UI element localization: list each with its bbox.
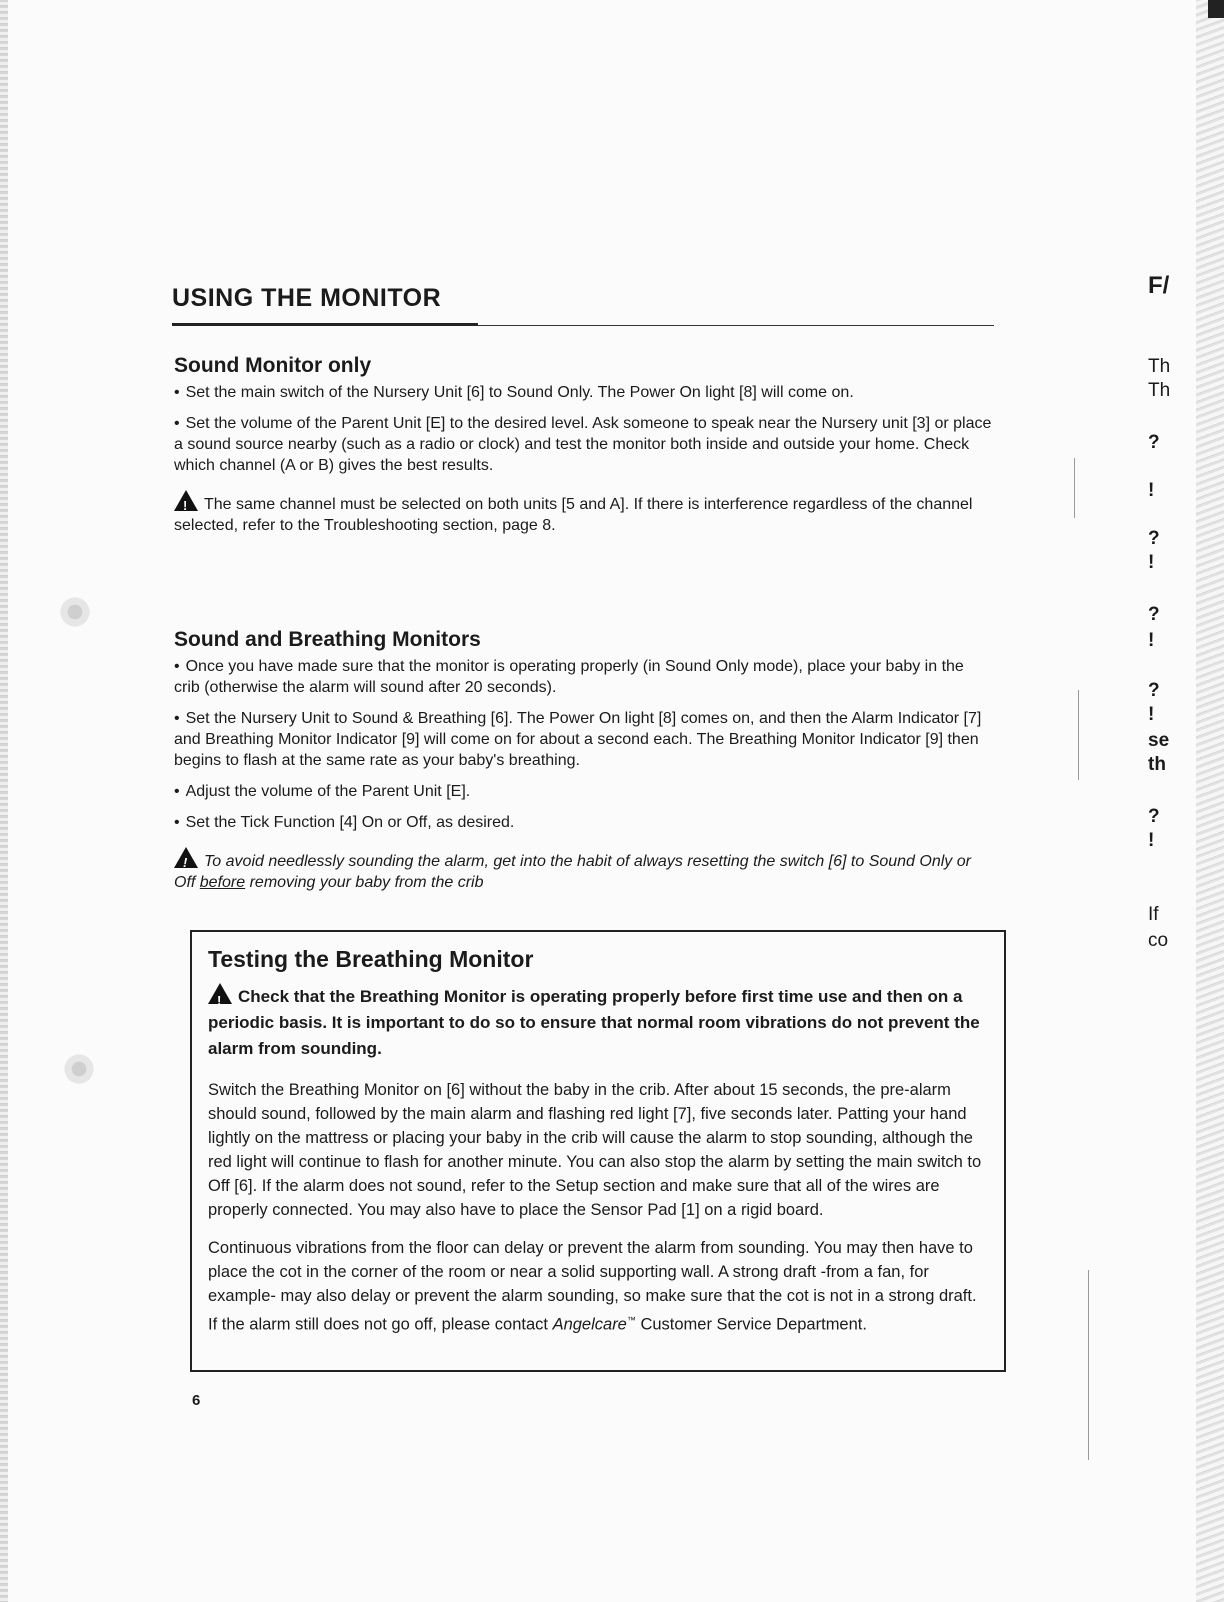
channel-warning <box>174 490 994 536</box>
sound-monitor-step-1: • Set the main switch of the Nursery Unit [6] to Sound Only. The Power On light [8] will come on. <box>174 382 994 403</box>
breathing-step-4: • Set the Tick Function [4] On or Off, as desired. <box>174 812 994 833</box>
scan-left-edge <box>0 0 8 1602</box>
testing-box-warning <box>208 983 988 1062</box>
edge-text: ! <box>1148 630 1155 651</box>
breathing-monitors-heading: Sound and Breathing Monitors <box>174 628 481 651</box>
edge-text: ! <box>1148 830 1155 851</box>
sound-monitor-heading: Sound Monitor only <box>174 354 372 377</box>
channel-warning-text: The same channel must be selected on both units [5 and A]. If there is interference regardless of the channel selected, refer to the Troubleshooting section, page 8. <box>174 496 973 534</box>
trademark-symbol: ™ <box>626 1315 636 1325</box>
breathing-step-1: • Once you have made sure that the monitor is operating properly (in Sound Only mode), place your baby in the crib (otherwise the alarm will sound after 20 seconds). <box>174 656 994 698</box>
edge-text: ! <box>1148 552 1155 573</box>
edge-text: Th <box>1148 380 1171 401</box>
edge-text: Th <box>1148 356 1171 377</box>
scan-right-edge <box>1196 0 1224 1602</box>
warning-icon <box>174 847 198 868</box>
breathing-monitors-section <box>174 628 994 893</box>
scan-corner-mark <box>1208 0 1224 18</box>
edge-text: ? <box>1148 806 1160 827</box>
reset-warning-emphasis: before <box>199 874 246 891</box>
edge-text: ? <box>1148 604 1160 625</box>
brand-name: Angelcare <box>552 1315 627 1334</box>
reset-switch-warning <box>174 847 994 893</box>
testing-breathing-monitor-box <box>190 930 1006 1372</box>
sound-monitor-section <box>174 354 994 536</box>
edge-text: ! <box>1148 480 1155 501</box>
sound-monitor-step-2: • Set the volume of the Parent Unit [E] to the desired level. Ask someone to speak near the Nursery unit [3] or place a sound source nearby (such as a radio or clock) and test the monitor both inside and outside your home. Check which channel (A or B) gives the best results. <box>174 413 994 476</box>
binder-hole <box>62 1052 96 1086</box>
scan-artifact-line <box>1078 690 1079 780</box>
edge-text: ! <box>1148 704 1155 725</box>
page-number: 6 <box>192 1392 201 1409</box>
breathing-step-2: • Set the Nursery Unit to Sound & Breathing [6]. The Power On light [8] comes on, and then the Alarm Indicator [7] and Breathing Monitor Indicator [9] will come on for about a second each. The Breathing Monitor Indicator [9] then begins to flash at the same rate as your baby's breathing. <box>174 708 994 771</box>
edge-text: ? <box>1148 680 1160 701</box>
scan-artifact-line <box>1074 458 1075 518</box>
reset-warning-part1: To avoid needlessly sounding the alarm, get into the habit of always resetting the switch [6] to Sound Only or Off <box>174 853 971 891</box>
title-rule-accent <box>172 323 478 326</box>
testing-box-paragraph-2 <box>208 1236 988 1337</box>
edge-text: If <box>1148 904 1159 925</box>
paragraph-2-text: Continuous vibrations from the floor can delay or prevent the alarm from sounding. You may then have to place the cot in the corner of the room or near a solid supporting wall. A strong draft -from a fan, for example- may also delay or prevent the alarm sounding, so make sure that the cot is not in a strong draft. If the alarm still does not go off, please contact <box>208 1239 977 1334</box>
edge-text: co <box>1148 930 1169 951</box>
testing-box-warning-text: Check that the Breathing Monitor is operating properly before first time use and then on a periodic basis. It is important to do so to ensure that normal room vibrations do not prevent the alarm from sounding. <box>208 987 980 1058</box>
edge-text: se <box>1148 730 1170 751</box>
reset-warning-part2: removing your baby from the crib <box>245 874 484 891</box>
testing-box-paragraph-1: Switch the Breathing Monitor on [6] without the baby in the crib. After about 15 seconds, the pre-alarm should sound, followed by the main alarm and flashing red light [7], five seconds later. Patting your hand lightly on the mattress or placing your baby in the crib will cause the alarm to stop sounding, although the red light will continue to flash for another minute. You can also stop the alarm by setting the main switch to Off [6]. If the alarm does not sound, refer to the Setup section and make sure that all of the wires are properly connected. You may also have to place the Sensor Pad [1] on a rigid board. <box>208 1081 982 1219</box>
breathing-step-3: • Adjust the volume of the Parent Unit [E]. <box>174 781 994 802</box>
warning-icon <box>208 983 232 1004</box>
edge-text: th <box>1148 754 1166 775</box>
edge-text: ? <box>1148 432 1160 453</box>
edge-heading: F/ <box>1148 272 1170 299</box>
binder-hole <box>58 595 92 629</box>
edge-text: ? <box>1148 528 1160 549</box>
scan-artifact-line <box>1088 1270 1089 1460</box>
paragraph-2-ending: Customer Service Department. <box>635 1315 867 1334</box>
section-title: USING THE MONITOR <box>172 284 442 312</box>
testing-box-title: Testing the Breathing Monitor <box>208 946 534 972</box>
warning-icon <box>174 490 198 511</box>
